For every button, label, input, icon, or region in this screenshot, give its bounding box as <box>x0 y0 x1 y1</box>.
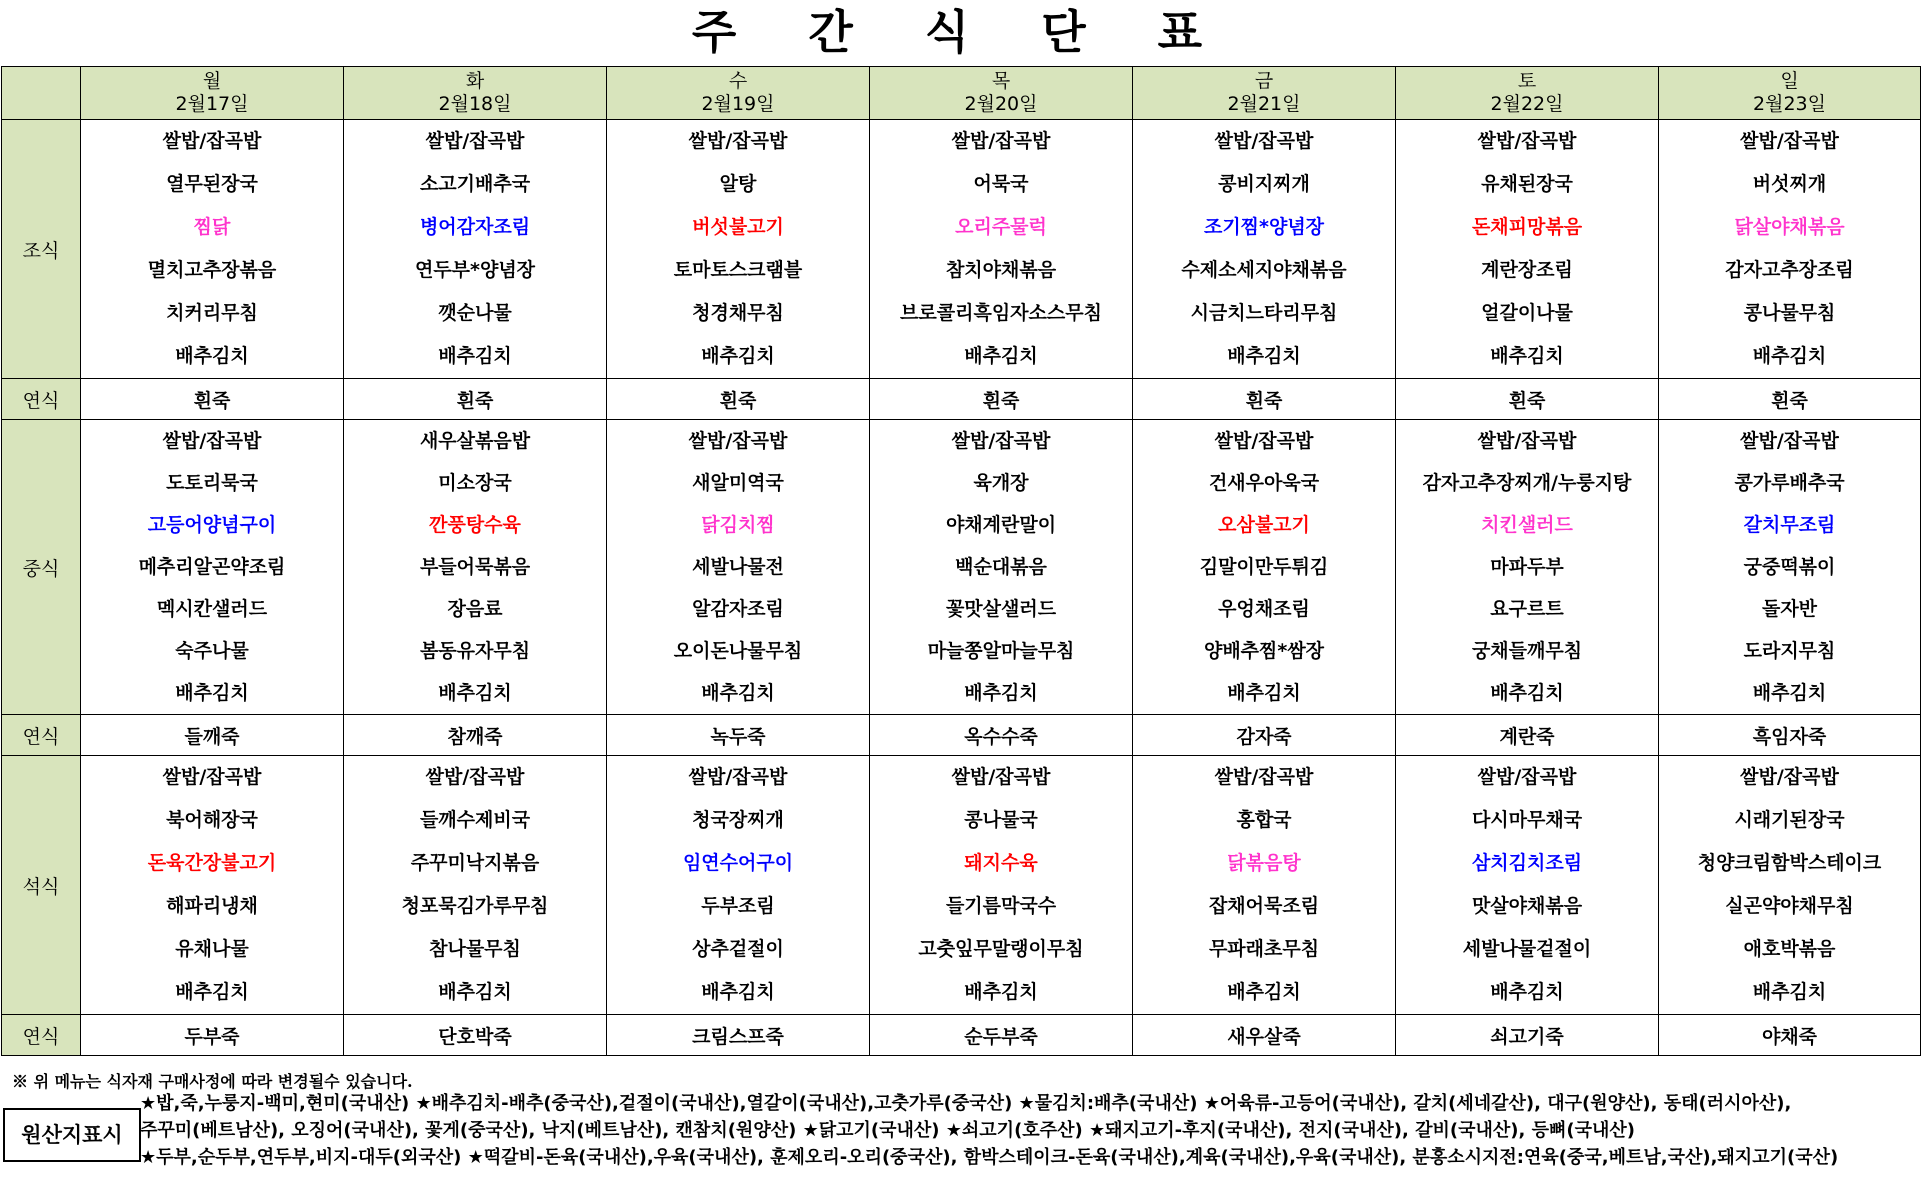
menu-item: 배추김치 <box>964 682 1038 704</box>
menu-item: 참치야채볶음 <box>945 259 1057 281</box>
menu-item: 배추김치 <box>175 981 249 1003</box>
menu-item: 콩나물무침 <box>1743 302 1836 324</box>
menu-item: 배추김치 <box>438 345 512 367</box>
menu-item: 소고기배추국 <box>419 173 531 195</box>
soft-diet-item: 흰죽 <box>607 379 870 420</box>
menu-item: 청양크림함박스테이크 <box>1697 852 1882 874</box>
menu-item: 쌀밥/잡곡밥 <box>688 430 788 452</box>
menu-item: 들기름막국수 <box>945 895 1057 917</box>
menu-item: 백순대볶음 <box>955 556 1047 578</box>
day-date: 2월20일 <box>964 93 1038 115</box>
menu-item: 유채된장국 <box>1481 173 1573 195</box>
soft-diet-item: 흑임자죽 <box>1659 715 1921 756</box>
meal-label: 석식 <box>2 756 81 1015</box>
origin-line: ★두부,순두부,연두부,비지-대두(외국산) ★떡갈비-돈육(국내산),우육(국내산), 훈제오리-오리(중국산), 함박스테이크-돈육(국내산),계육(국내산),우육(국내산), 분홍소시지전:연육(중국,베트남,국산),돼지고기(국산) <box>140 1147 1839 1168</box>
day-header <box>1133 67 1396 120</box>
menu-item: 실곤약야채무침 <box>1725 895 1854 917</box>
menu-item: 멸치고추장볶음 <box>147 259 277 281</box>
menu-item: 쌀밥/잡곡밥 <box>1740 766 1839 788</box>
menu-item: 닭볶음탕 <box>1227 852 1301 874</box>
menu-item: 맛살야채볶음 <box>1471 895 1583 917</box>
soft-diet-item: 감자죽 <box>1133 715 1396 756</box>
menu-cell <box>1659 120 1921 379</box>
menu-item: 쌀밥/잡곡밥 <box>688 766 788 788</box>
menu-item: 감자고추장조림 <box>1725 259 1854 281</box>
menu-item: 쌀밥/잡곡밥 <box>951 766 1051 788</box>
menu-cell <box>1659 420 1921 715</box>
menu-item: 오이돈나물무침 <box>673 640 803 662</box>
menu-item: 봄동유자무침 <box>419 640 531 662</box>
menu-item: 치킨샐러드 <box>1481 514 1573 536</box>
soft-diet-item: 흰죽 <box>1659 379 1921 420</box>
menu-item: 배추김치 <box>438 981 512 1003</box>
menu-item: 쌀밥/잡곡밥 <box>425 766 525 788</box>
menu-cell <box>81 420 344 715</box>
menu-item: 배추김치 <box>438 682 512 704</box>
menu-item: 육개장 <box>973 472 1029 494</box>
menu-item: 쌀밥/잡곡밥 <box>951 130 1051 152</box>
menu-cell <box>344 756 607 1015</box>
menu-item: 어묵국 <box>973 173 1029 195</box>
meal-label: 연식 <box>2 1015 81 1056</box>
menu-item: 알감자조림 <box>692 598 784 620</box>
menu-item: 다시마무채국 <box>1471 809 1583 831</box>
menu-item: 배추김치 <box>701 682 775 704</box>
menu-item: 배추김치 <box>1227 981 1301 1003</box>
menu-item: 요구르트 <box>1490 598 1564 620</box>
origin-line: 주꾸미(베트남산), 오징어(국내산), 꽃게(중국산), 낙지(베트남산), 캔참치(원양산) ★닭고기(국내산) ★쇠고기(호주산) ★돼지고기-후지(국내산), 전지(국내산), 갈비(국내산), 등뼈(국내산) <box>140 1120 1635 1141</box>
menu-item: 미소장국 <box>438 472 512 494</box>
day-header <box>870 67 1133 120</box>
menu-item: 갈치무조림 <box>1743 514 1836 536</box>
menu-item: 돼지수육 <box>964 852 1038 874</box>
day-header <box>344 67 607 120</box>
menu-cell <box>1133 420 1396 715</box>
menu-cell <box>1396 756 1659 1015</box>
day-name: 수 <box>728 70 748 92</box>
soft-diet-item: 참깨죽 <box>344 715 607 756</box>
menu-cell <box>607 120 870 379</box>
menu-item: 북어해장국 <box>166 809 258 831</box>
soft-diet-item: 녹두죽 <box>607 715 870 756</box>
menu-item: 시래기된장국 <box>1734 809 1845 831</box>
day-name: 토 <box>1517 70 1537 92</box>
menu-item: 깻순나물 <box>438 302 512 324</box>
menu-item: 콩비지찌개 <box>1218 173 1310 195</box>
day-date: 2월23일 <box>1753 93 1826 115</box>
menu-item: 알탕 <box>719 173 757 195</box>
menu-item: 콩나물국 <box>964 809 1038 831</box>
menu-item: 마파두부 <box>1490 556 1564 578</box>
day-header <box>81 67 344 120</box>
day-date: 2월17일 <box>175 93 249 115</box>
menu-item: 배추김치 <box>1227 345 1301 367</box>
day-header <box>1396 67 1659 120</box>
menu-cell <box>1396 420 1659 715</box>
menu-item: 마늘쫑알마늘무침 <box>927 640 1075 662</box>
menu-item: 쌀밥/잡곡밥 <box>162 766 262 788</box>
soft-diet-item: 흰죽 <box>870 379 1133 420</box>
menu-item: 애호박볶음 <box>1743 938 1836 960</box>
menu-item: 부들어묵볶음 <box>419 556 531 578</box>
menu-body <box>2 120 1921 1056</box>
menu-item: 배추김치 <box>701 345 775 367</box>
menu-item: 닭살야채볶음 <box>1734 216 1845 238</box>
menu-item: 세발나물전 <box>692 556 784 578</box>
origin-info <box>140 1090 1920 1171</box>
day-header <box>1659 67 1921 120</box>
meal-label: 중식 <box>2 420 81 715</box>
menu-cell <box>607 756 870 1015</box>
menu-item: 숙주나물 <box>175 640 249 662</box>
menu-item: 얼갈이나물 <box>1481 302 1573 324</box>
menu-item: 꽃맛살샐러드 <box>945 598 1057 620</box>
menu-item: 새우살볶음밥 <box>419 430 531 452</box>
menu-item: 쌀밥/잡곡밥 <box>1477 130 1577 152</box>
day-name: 화 <box>465 70 485 92</box>
menu-item: 병어감자조림 <box>419 216 531 238</box>
menu-item: 두부조림 <box>701 895 775 917</box>
menu-item: 돈채피망볶음 <box>1471 216 1583 238</box>
menu-item: 콩가루배추국 <box>1734 472 1845 494</box>
menu-item: 찜닭 <box>193 216 231 238</box>
menu-item: 계란장조림 <box>1481 259 1573 281</box>
meal-row <box>2 756 1921 1015</box>
menu-cell <box>870 120 1133 379</box>
menu-item: 임연수어구이 <box>682 852 794 874</box>
menu-item: 장음료 <box>447 598 503 620</box>
menu-item: 배추김치 <box>1752 981 1827 1003</box>
menu-item: 도토리묵국 <box>166 472 258 494</box>
menu-item: 배추김치 <box>701 981 775 1003</box>
menu-cell <box>81 120 344 379</box>
menu-item: 시금치느타리무침 <box>1190 302 1338 324</box>
menu-item: 쌀밥/잡곡밥 <box>162 130 262 152</box>
soft-diet-item: 크림스프죽 <box>607 1015 870 1056</box>
day-date: 2월19일 <box>701 93 775 115</box>
menu-item: 홍합국 <box>1236 809 1292 831</box>
day-name: 목 <box>991 70 1011 92</box>
day-date: 2월21일 <box>1227 93 1301 115</box>
menu-item: 쌀밥/잡곡밥 <box>1214 766 1314 788</box>
menu-item: 쌀밥/잡곡밥 <box>162 430 262 452</box>
menu-item: 궁중떡볶이 <box>1743 556 1836 578</box>
menu-item: 감자고추장찌개/누룽지탕 <box>1422 472 1632 494</box>
menu-item: 청국장찌개 <box>692 809 784 831</box>
menu-item: 메추리알곤약조림 <box>138 556 286 578</box>
menu-item: 수제소세지야채볶음 <box>1181 259 1347 281</box>
meal-label: 연식 <box>2 715 81 756</box>
menu-item: 멕시칸샐러드 <box>156 598 268 620</box>
menu-item: 쌀밥/잡곡밥 <box>1214 430 1314 452</box>
soft-diet-row <box>2 1015 1921 1056</box>
menu-item: 배추김치 <box>1490 981 1564 1003</box>
day-name: 월 <box>202 70 222 92</box>
day-header-row <box>2 67 1921 120</box>
soft-diet-item: 흰죽 <box>344 379 607 420</box>
menu-item: 배추김치 <box>1752 682 1827 704</box>
menu-item: 열무된장국 <box>166 173 258 195</box>
menu-cell <box>81 756 344 1015</box>
menu-item: 배추김치 <box>1752 345 1827 367</box>
soft-diet-item: 흰죽 <box>81 379 344 420</box>
menu-item: 배추김치 <box>175 682 249 704</box>
soft-diet-item: 단호박죽 <box>344 1015 607 1056</box>
header-corner <box>2 67 81 120</box>
menu-item: 연두부*양념장 <box>414 259 536 281</box>
menu-table <box>1 66 1921 1056</box>
menu-item: 상추겉절이 <box>692 938 784 960</box>
day-name: 일 <box>1780 70 1799 92</box>
menu-item: 쌀밥/잡곡밥 <box>1740 130 1839 152</box>
meal-label: 연식 <box>2 379 81 420</box>
soft-diet-item: 옥수수죽 <box>870 715 1133 756</box>
menu-item: 배추김치 <box>1490 682 1564 704</box>
menu-item: 배추김치 <box>1227 682 1301 704</box>
menu-cell <box>344 420 607 715</box>
soft-diet-item: 순두부죽 <box>870 1015 1133 1056</box>
day-header <box>607 67 870 120</box>
menu-item: 쌀밥/잡곡밥 <box>425 130 525 152</box>
menu-item: 쌀밥/잡곡밥 <box>1740 430 1839 452</box>
menu-item: 토마토스크램블 <box>673 259 803 281</box>
menu-item: 도라지무침 <box>1743 640 1836 662</box>
menu-item: 김말이만두튀김 <box>1199 556 1329 578</box>
menu-item: 쌀밥/잡곡밥 <box>951 430 1051 452</box>
menu-cell <box>1133 120 1396 379</box>
day-date: 2월18일 <box>438 93 512 115</box>
menu-item: 해파리냉채 <box>166 895 258 917</box>
menu-item: 배추김치 <box>964 345 1038 367</box>
page-title: 주 간 식 단 표 <box>691 5 1231 59</box>
menu-item: 세발나물겉절이 <box>1462 938 1592 960</box>
meal-row <box>2 120 1921 379</box>
menu-change-note: ※ 위 메뉴는 식자재 구매사정에 따라 변경될수 있습니다. <box>12 1072 413 1091</box>
meal-label: 조식 <box>2 120 81 379</box>
soft-diet-item: 두부죽 <box>81 1015 344 1056</box>
origin-line: ★밥,죽,누룽지-백미,현미(국내산) ★배추김치-배추(중국산),겉절이(국내산),열갈이(국내산),고춧가루(중국산) ★물김치:배추(국내산) ★어육류-고등어(국내산), 갈치(세네갈산), 대구(원양산), 동태(러시아산), <box>140 1093 1792 1114</box>
menu-item: 오삼불고기 <box>1218 514 1310 536</box>
menu-item: 우엉채조림 <box>1218 598 1310 620</box>
soft-diet-item: 야채죽 <box>1659 1015 1921 1056</box>
menu-item: 청포묵김가루무침 <box>401 895 549 917</box>
menu-item: 닭김치찜 <box>701 514 775 536</box>
menu-item: 배추김치 <box>175 345 249 367</box>
menu-item: 배추김치 <box>964 981 1038 1003</box>
menu-item: 브로콜리흑임자소스무침 <box>900 302 1102 324</box>
origin-label: 원산지표시 <box>3 1108 141 1162</box>
menu-item: 들깨수제비국 <box>419 809 531 831</box>
soft-diet-item: 들깨죽 <box>81 715 344 756</box>
menu-item: 주꾸미낙지볶음 <box>410 852 540 874</box>
menu-item: 고춧잎무말랭이무침 <box>918 938 1084 960</box>
soft-diet-row <box>2 379 1921 420</box>
menu-item: 쌀밥/잡곡밥 <box>1477 430 1577 452</box>
menu-item: 야채계란말이 <box>945 514 1057 536</box>
menu-item: 오리주물럭 <box>955 216 1047 238</box>
menu-cell <box>607 420 870 715</box>
menu-item: 쌀밥/잡곡밥 <box>688 130 788 152</box>
menu-item: 버섯찌개 <box>1752 173 1827 195</box>
menu-item: 삼치김치조림 <box>1471 852 1583 874</box>
menu-item: 잡채어묵조림 <box>1208 895 1320 917</box>
menu-item: 고등어양념구이 <box>147 514 277 536</box>
menu-item: 참나물무침 <box>429 938 521 960</box>
soft-diet-item: 계란죽 <box>1396 715 1659 756</box>
menu-item: 치커리무침 <box>166 302 258 324</box>
menu-item: 돌자반 <box>1761 598 1818 620</box>
menu-cell <box>344 120 607 379</box>
menu-item: 돈육간장불고기 <box>147 852 277 874</box>
menu-cell <box>870 420 1133 715</box>
soft-diet-item: 새우살죽 <box>1133 1015 1396 1056</box>
day-name: 금 <box>1254 70 1274 92</box>
menu-item: 궁채들깨무침 <box>1471 640 1583 662</box>
menu-item: 청경채무침 <box>692 302 784 324</box>
day-date: 2월22일 <box>1490 93 1564 115</box>
menu-cell <box>1133 756 1396 1015</box>
menu-item: 조기찜*양념장 <box>1203 216 1325 238</box>
soft-diet-item: 쇠고기죽 <box>1396 1015 1659 1056</box>
soft-diet-item: 흰죽 <box>1396 379 1659 420</box>
menu-item: 쌀밥/잡곡밥 <box>1214 130 1314 152</box>
menu-cell <box>870 756 1133 1015</box>
menu-item: 새알미역국 <box>692 472 784 494</box>
menu-item: 배추김치 <box>1490 345 1564 367</box>
meal-row <box>2 420 1921 715</box>
menu-item: 유채나물 <box>175 938 249 960</box>
menu-item: 무파래초무침 <box>1208 938 1320 960</box>
menu-cell <box>1396 120 1659 379</box>
menu-item: 양배추찜*쌈장 <box>1203 640 1325 662</box>
soft-diet-row <box>2 715 1921 756</box>
menu-item: 깐풍탕수육 <box>429 514 521 536</box>
soft-diet-item: 흰죽 <box>1133 379 1396 420</box>
menu-item: 버섯불고기 <box>692 216 784 238</box>
menu-item: 건새우아욱국 <box>1208 472 1320 494</box>
menu-cell <box>1659 756 1921 1015</box>
menu-item: 쌀밥/잡곡밥 <box>1477 766 1577 788</box>
